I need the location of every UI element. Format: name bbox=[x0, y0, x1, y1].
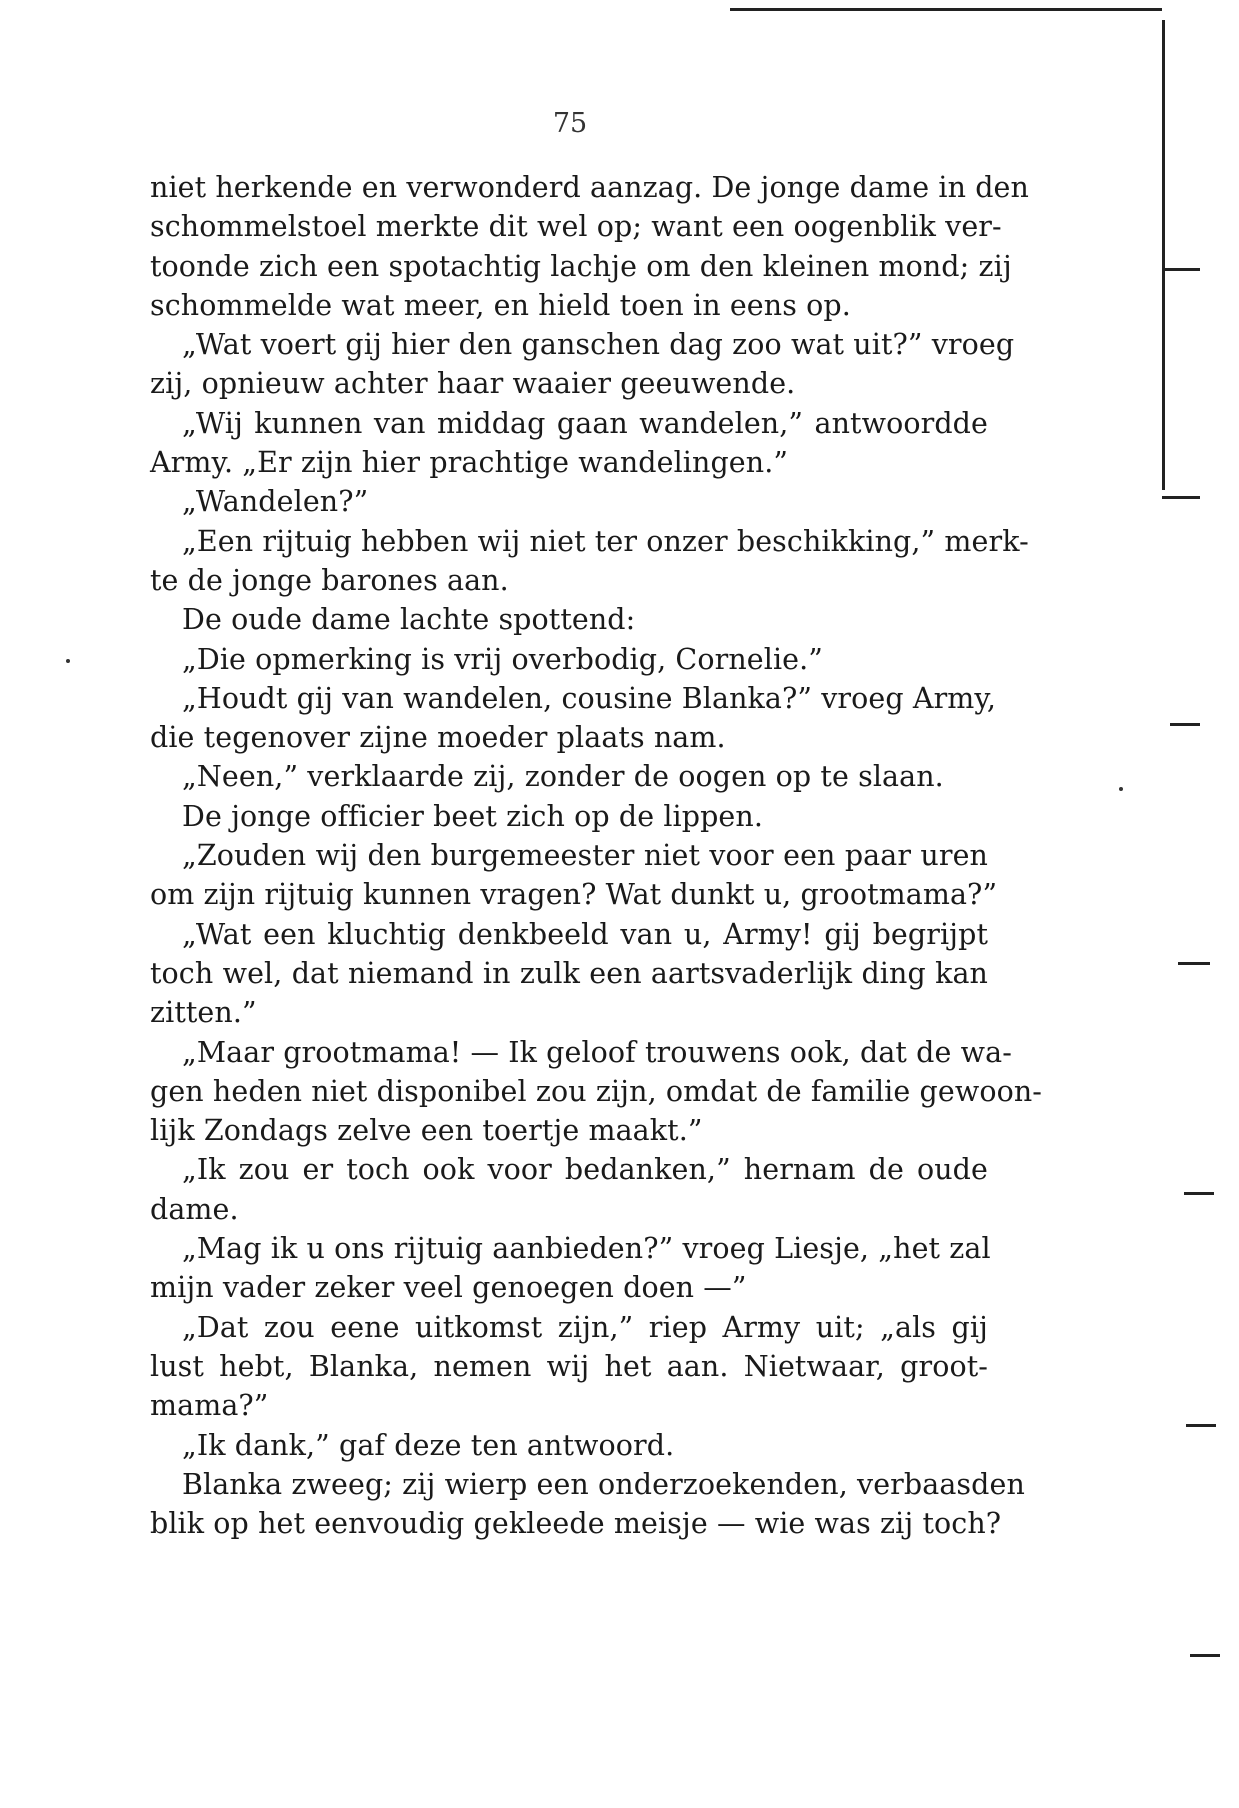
text-line: „Een rijtuig hebben wij niet ter onzer beschikking,” merk- bbox=[182, 524, 1029, 558]
text-line: De oude dame lachte spottend: bbox=[182, 603, 636, 637]
text-line: toonde zich een spotachtig lachje om den kleinen mond; zij bbox=[150, 249, 1012, 283]
text-line: „Wat een kluchtig denkbeeld van u, Army! gij begrijpt bbox=[182, 917, 988, 951]
text-line: lust hebt, Blanka, nemen wij het aan. Nietwaar, groot- bbox=[150, 1349, 988, 1383]
binding-edge-top bbox=[730, 8, 1162, 11]
text-line: „Wij kunnen van middag gaan wandelen,” antwoordde bbox=[182, 406, 988, 440]
margin-mark bbox=[1190, 1654, 1220, 1657]
paper-speck bbox=[66, 659, 70, 663]
paper-speck bbox=[1119, 787, 1123, 791]
text-line: „Wat voert gij hier den ganschen dag zoo wat uit?” vroeg bbox=[182, 328, 1015, 362]
body-text bbox=[150, 168, 1043, 1543]
text-line: „Die opmerking is vrij overbodig, Cornelie.” bbox=[182, 642, 823, 676]
text-line: „Neen,” verklaarde zij, zonder de oogen op te slaan. bbox=[182, 760, 944, 794]
binding-edge-right bbox=[1162, 20, 1165, 490]
text-line: „Houdt gij van wandelen, cousine Blanka?” vroeg Army, bbox=[182, 681, 996, 715]
margin-mark bbox=[1170, 723, 1200, 726]
text-line: te de jonge barones aan. bbox=[150, 563, 509, 597]
text-line: schommelstoel merkte dit wel op; want een oogenblik ver- bbox=[150, 210, 1002, 244]
text-line: „Ik dank,” gaf deze ten antwoord. bbox=[182, 1428, 675, 1462]
text-line: „Mag ik u ons rijtuig aanbieden?” vroeg Liesje, „het zal bbox=[182, 1232, 991, 1266]
text-line: Blanka zweeg; zij wierp een onderzoekenden, verbaasden bbox=[182, 1467, 1025, 1501]
text-line: „Zouden wij den burgemeester niet voor een paar uren bbox=[182, 839, 988, 873]
text-line: zij, opnieuw achter haar waaier geeuwende. bbox=[150, 367, 796, 401]
margin-mark bbox=[1162, 496, 1200, 499]
text-line: schommelde wat meer, en hield toen in eens op. bbox=[150, 288, 851, 322]
text-line: mijn vader zeker veel genoegen doen —” bbox=[150, 1271, 747, 1305]
text-line: „Ik zou er toch ook voor bedanken,” hernam de oude bbox=[182, 1153, 988, 1187]
text-line: dame. bbox=[150, 1192, 239, 1226]
text-line: blik op het eenvoudig gekleede meisje — wie was zij toch? bbox=[150, 1507, 1002, 1541]
margin-mark bbox=[1184, 1192, 1214, 1195]
text-line: gen heden niet disponibel zou zijn, omdat de familie gewoon- bbox=[150, 1074, 1043, 1108]
page-number: 75 bbox=[552, 108, 588, 139]
text-line: lijk Zondags zelve een toertje maakt.” bbox=[150, 1114, 703, 1148]
text-line: zitten.” bbox=[150, 996, 257, 1030]
margin-mark bbox=[1186, 1424, 1216, 1427]
text-line: „Maar grootmama! — Ik geloof trouwens ook, dat de wa- bbox=[182, 1035, 1012, 1069]
text-line: mama?” bbox=[150, 1389, 269, 1423]
text-line: toch wel, dat niemand in zulk een aartsvaderlijk ding kan bbox=[150, 956, 988, 990]
text-line: die tegenover zijne moeder plaats nam. bbox=[150, 721, 726, 755]
text-line: Army. „Er zijn hier prachtige wandelingen.” bbox=[150, 446, 789, 480]
text-line: niet herkende en verwonderd aanzag. De jonge dame in den bbox=[150, 171, 1029, 204]
margin-mark bbox=[1162, 268, 1200, 271]
text-line: De jonge officier beet zich op de lippen. bbox=[182, 799, 764, 833]
text-line: „Dat zou eene uitkomst zijn,” riep Army uit; „als gij bbox=[182, 1310, 988, 1344]
text-line: om zijn rijtuig kunnen vragen? Wat dunkt u, grootmama?” bbox=[150, 878, 998, 912]
margin-mark bbox=[1178, 962, 1210, 965]
text-line: „Wandelen?” bbox=[182, 485, 369, 519]
